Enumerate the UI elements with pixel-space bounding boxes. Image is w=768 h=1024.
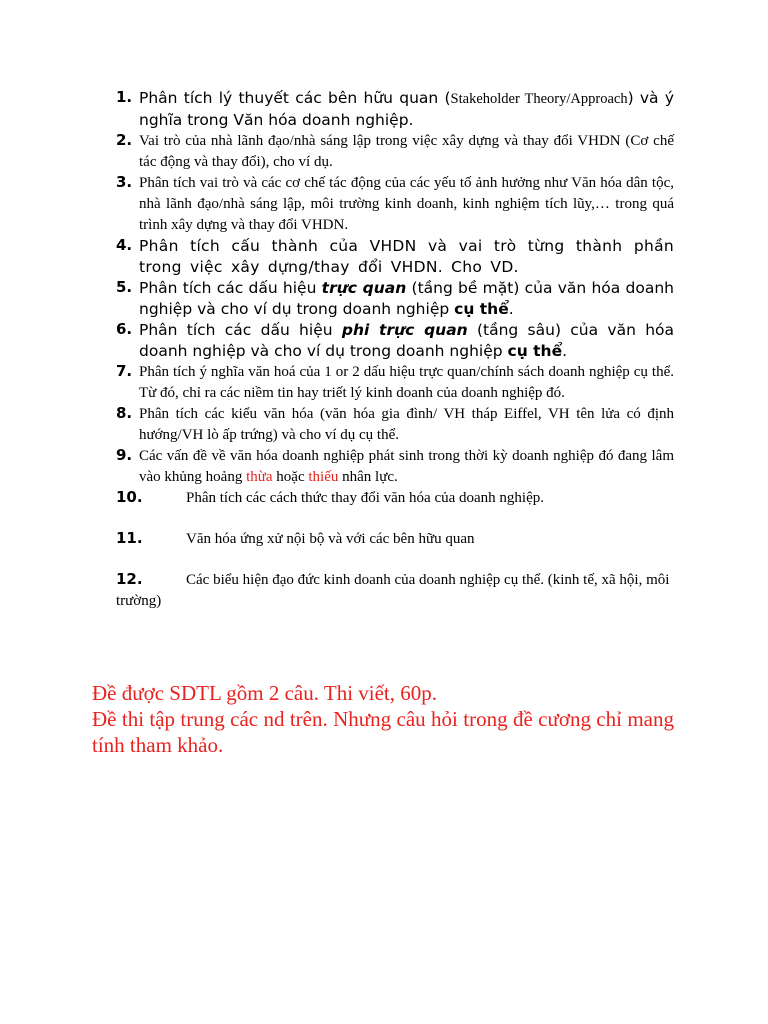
emphasis-text: trực quan: [321, 279, 407, 297]
question-text: Phân tích cấu thành của VHDN và vai trò từng thành phần trong việc xây dựng/thay đổi VHDN. Cho VD.: [139, 237, 674, 276]
highlight-red-text: thừa: [246, 469, 273, 485]
question-number: 6.: [116, 320, 133, 338]
question-text: Phân tích các dấu hiệu trực quan (tầng bề mặt) của văn hóa doanh nghiệp và cho ví dụ trong doanh nghiệp cụ thể.: [139, 279, 675, 318]
strong-text: cụ thể: [454, 300, 509, 318]
question-number: 4.: [116, 236, 133, 254]
question-item-3: [116, 173, 674, 236]
question-item-5: [116, 278, 674, 320]
question-item-11: [116, 529, 674, 550]
question-number: 11.: [116, 529, 143, 547]
question-text: Phân tích ý nghĩa văn hoá của 1 or 2 dấu hiệu trực quan/chính sách doanh nghiệp cụ thể. Từ đó, chỉ ra các niềm tin hay triết lý kinh doanh của doanh nghiệp đó.: [139, 364, 674, 401]
question-item-4: [116, 236, 674, 278]
question-text: Vai trò của nhà lãnh đạo/nhà sáng lập trong việc xây dựng và thay đổi VHDN (Cơ chế tác động và thay đổi), cho ví dụ.: [139, 133, 674, 170]
question-number: 12.: [116, 570, 143, 588]
question-number: 1.: [116, 88, 133, 106]
question-number: 3.: [116, 173, 133, 191]
question-item-1: [116, 88, 674, 131]
question-number: 8.: [116, 404, 133, 422]
question-list: [116, 88, 674, 612]
question-number: 2.: [116, 131, 133, 149]
question-item-2: [116, 131, 674, 173]
question-item-9: [116, 446, 674, 488]
exam-notes: [92, 680, 674, 758]
question-number: 7.: [116, 362, 133, 380]
strong-text: cụ thể: [507, 342, 563, 360]
question-text: Các vấn đề về văn hóa doanh nghiệp phát sinh trong thời kỳ doanh nghiệp đó đang lâm vào khủng hoảng thừa hoặc thiếu nhân lực.: [139, 448, 674, 485]
question-item-8: [116, 404, 674, 446]
question-text: Phân tích các cách thức thay đổi văn hóa của doanh nghiệp.: [186, 490, 545, 506]
question-text: Phân tích lý thuyết các bên hữu quan (Stakeholder Theory/Approach) và ý nghĩa trong Văn hóa doanh nghiệp.: [139, 89, 674, 129]
exam-note-format: Đề được SDTL gồm 2 câu. Thi viết, 60p.: [92, 681, 438, 705]
question-number: 5.: [116, 278, 133, 296]
question-item-6: [116, 320, 674, 362]
question-text: Các biểu hiện đạo đức kinh doanh của doanh nghiệp cụ thể. (kinh tế, xã hội, môi trường): [116, 572, 670, 609]
highlight-red-text: thiếu: [308, 469, 339, 485]
question-item-10: [116, 488, 674, 509]
question-text: Phân tích vai trò và các cơ chế tác động của các yếu tố ảnh hưởng như Văn hóa dân tộc, nhà lãnh đạo/nhà sáng lập, môi trường kinh doanh, kinh nghiệm tích lũy,… trong quá trình xây dựng và thay đổi VHDN.: [139, 175, 674, 233]
question-item-7: [116, 362, 674, 404]
question-text: Phân tích các dấu hiệu phi trực quan (tầng sâu) của văn hóa doanh nghiệp và cho ví dụ trong doanh nghiệp cụ thể.: [139, 321, 674, 360]
question-text: Phân tích các kiểu văn hóa (văn hóa gia đình/ VH tháp Eiffel, VH tên lửa có định hướng/VH lò ấp trứng) và cho ví dụ cụ thể.: [139, 406, 674, 443]
exam-note-scope: Đề thi tập trung các nd trên. Nhưng câu hỏi trong đề cương chỉ mang tính tham khảo.: [92, 707, 674, 757]
emphasis-text: phi trực quan: [341, 321, 468, 339]
question-text: Văn hóa ứng xử nội bộ và với các bên hữu quan: [186, 531, 475, 547]
question-number: 10.: [116, 488, 143, 506]
question-item-12: [116, 570, 674, 612]
question-number: 9.: [116, 446, 133, 464]
